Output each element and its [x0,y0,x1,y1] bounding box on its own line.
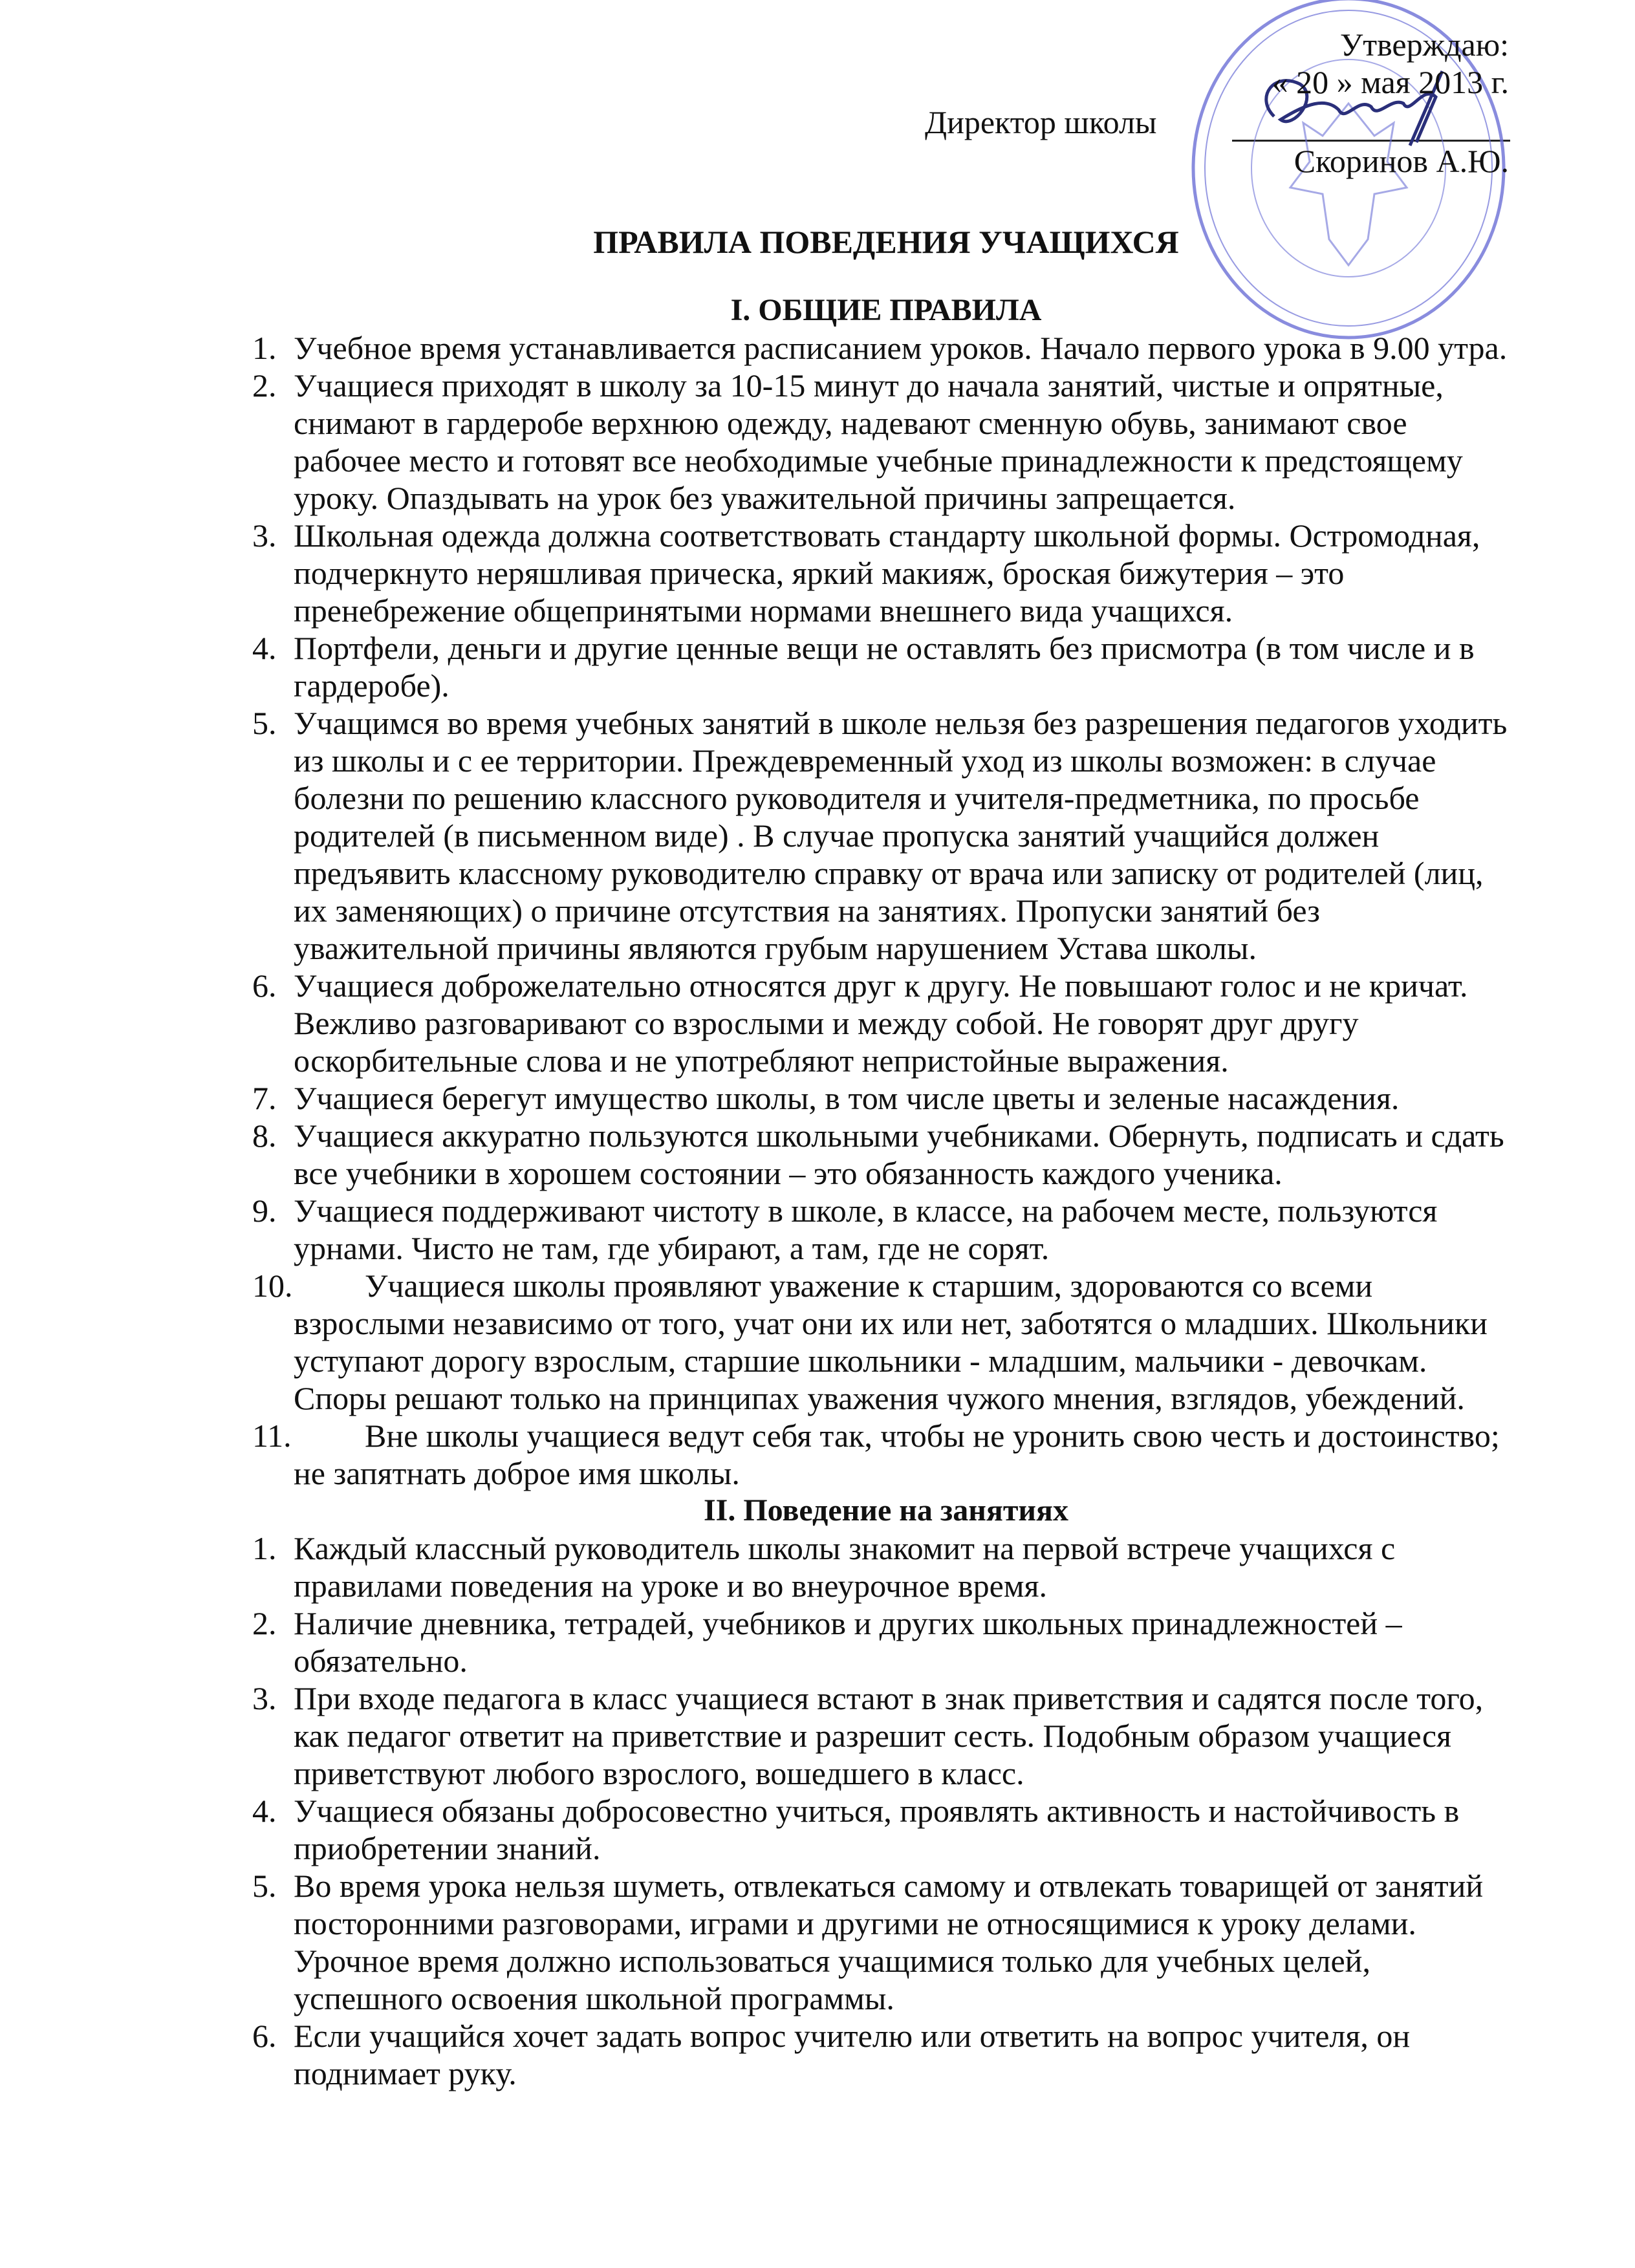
list-item [252,1192,1520,1267]
item-text: Вне школы учащиеся ведут себя так, чтобы не уронить свою честь и достоинство; не запятнать доброе имя школы. [294,1418,1500,1491]
item-text: При входе педагога в класс учащиеся встают в знак приветствия и садятся после того, как педагог ответит на приветствие и разрешит сесть. Подобным образом учащиеся приветствуют любого взрослого, вошедшего в класс. [294,1680,1484,1791]
list-item [252,1417,1520,1492]
item-number: 6. [252,967,277,1004]
item-number: 5. [252,1868,277,1904]
document-title: ПРАВИЛА ПОВЕДЕНИЯ УЧАЩИХСЯ [593,224,1179,260]
list-item [252,1117,1520,1192]
list-item [252,629,1520,704]
list-item [252,704,1520,967]
item-text: Наличие дневника, тетрадей, учебников и других школьных принадлежностей – обязательно. [294,1605,1402,1679]
item-text: Учащиеся приходят в школу за 10-15 минут до начала занятий, чистые и опрятные, снимают в гардеробе верхнюю одежду, надевают сменную обувь, занимают свое рабочее место и готовят все необходимые учебные принадлежности к предстоящему уроку. Опаздывать на урок без уважительной причины запрещается. [294,367,1463,516]
item-text: Каждый классный руководитель школы знакомит на первой встрече учащихся с правилами поведения на уроке и во внеурочное время. [294,1530,1396,1604]
list-item [252,1529,1520,1604]
section-title-general: I. ОБЩИЕ ПРАВИЛА [730,293,1042,327]
item-text: Школьная одежда должна соответствовать стандарту школьной формы. Остромодная, подчеркнуто неряшливая прическа, яркий макияж, броская бижутерия – это пренебрежение общепринятыми нормами внешнего вида учащихся. [294,517,1480,629]
item-number: 6. [252,2018,277,2054]
director-position: Директор школы [925,104,1157,140]
list-item [252,1679,1520,1792]
item-number: 4. [252,1793,277,1829]
item-text: Учащиеся обязаны добросовестно учиться, проявлять активность и настойчивость в приобретении знаний. [294,1793,1460,1866]
list-item [252,1604,1520,1679]
item-text: Во время урока нельзя шуметь, отвлекаться самому и отвлекать товарищей от занятий посторонними разговорами, играми и другими не относящимися к уроку делами. Урочное время должно использоваться учащимися только для учебных целей, успешного освоения школьной программы. [294,1868,1484,2016]
lesson-rules-list [252,1529,1520,2092]
item-text: Портфели, деньги и другие ценные вещи не оставлять без присмотра (в том числе и в гардеробе). [294,630,1475,704]
item-number: 3. [252,1680,277,1716]
item-number: 8. [252,1118,277,1154]
item-text: Учащимся во время учебных занятий в школе нельзя без разрешения педагогов уходить из школы и с ее территории. Преждевременный уход из школы возможен: в случае болезни по решению классного руководителя и учителя-предметника, по просьбе родителей (в письменном виде) . В случае пропуска занятий учащийся должен предъявить классному руководителю справку от врача или записку от родителей (лиц, их заменяющих) о причине отсутствия на занятиях. Пропуски занятий без уважительной причины являются грубым нарушением Устава школы. [294,705,1508,966]
item-text: Учащиеся школы проявляют уважение к старшим, здороваются со всеми взрослыми независимо от того, учат они их или нет, заботятся о младших. Школьники уступают дорогу взрослым, старшие школьники - младшим, мальчики - девочкам. Споры решают только на принципах уважения чужого мнения, взглядов, убеждений. [294,1268,1488,1416]
item-number: 1. [252,330,277,366]
item-number: 4. [252,630,277,666]
item-text: Учащиеся аккуратно пользуются школьными учебниками. Обернуть, подписать и сдать все учебники в хорошем состоянии – это обязанность каждого ученика. [294,1118,1504,1191]
item-text: Учащиеся доброжелательно относятся друг к другу. Не повышают голос и не кричат. Вежливо разговаривают со взрослыми и между собой. Не говорят друг другу оскорбительные слова и не употребляют непристойные выражения. [294,967,1468,1079]
general-rules-list [252,329,1520,1492]
signatory-name: Скоринов А.Ю. [1294,143,1509,179]
list-item [252,967,1520,1079]
item-number: 11. [252,1418,292,1454]
item-number: 10. [252,1268,293,1304]
item-text: Учебное время устанавливается расписанием уроков. Начало первого урока в 9.00 утра. [294,330,1508,366]
document-body [252,223,1520,2092]
list-item [252,1792,1520,1867]
item-text: Если учащийся хочет задать вопрос учителю или ответить на вопрос учителя, он поднимает руку. [294,2018,1411,2091]
approve-label: Утверждаю: [1339,27,1509,63]
list-item [252,2017,1520,2092]
list-item [252,1079,1520,1117]
list-item [252,1867,1520,2017]
item-number: 5. [252,705,277,741]
item-number: 7. [252,1080,277,1116]
list-item [252,1267,1520,1417]
item-number: 2. [252,1605,277,1641]
item-number: 3. [252,517,277,554]
list-item [252,517,1520,629]
item-number: 9. [252,1193,277,1229]
section-title-lessons: II. Поведение на занятиях [703,1493,1069,1528]
item-number: 1. [252,1530,277,1566]
list-item [252,329,1520,367]
list-item [252,367,1520,517]
item-text: Учащиеся берегут имущество школы, в том числе цветы и зеленые насаждения. [294,1080,1400,1116]
approve-date: « 20 » мая 2013 г. [1272,64,1509,100]
item-number: 2. [252,367,277,404]
item-text: Учащиеся поддерживают чистоту в школе, в классе, на рабочем месте, пользуются урнами. Чисто не там, где убирают, а там, где не сорят. [294,1193,1438,1266]
